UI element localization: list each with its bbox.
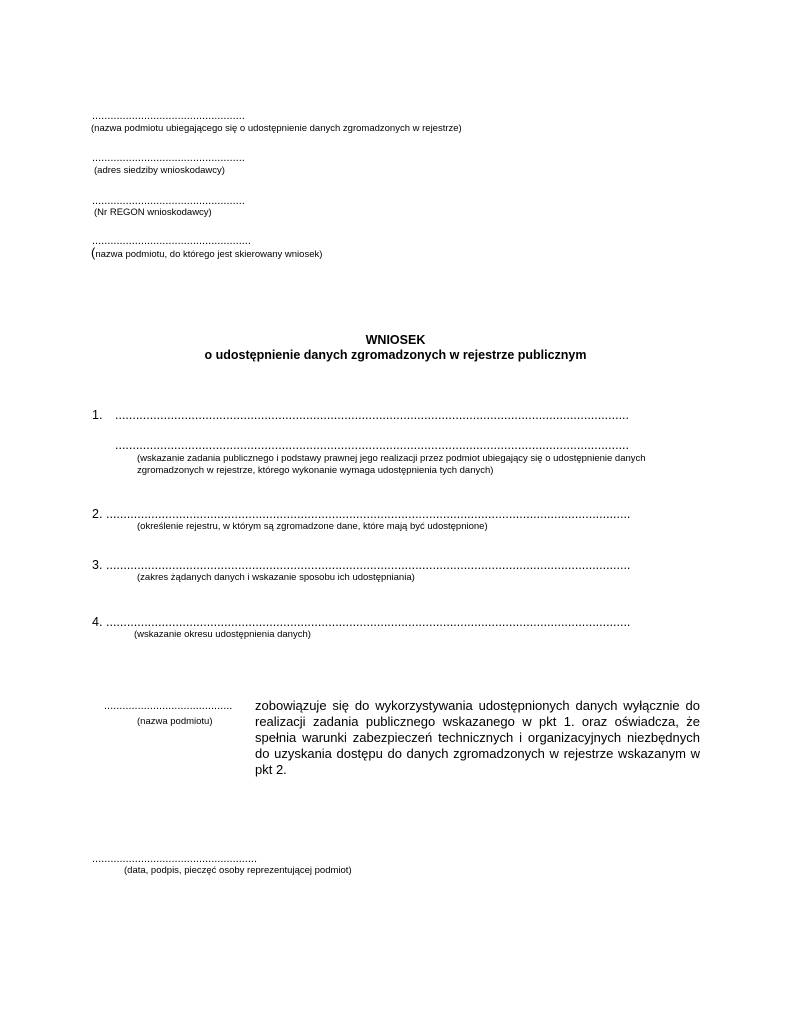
declaration-text: zobowiązuje się do wykorzystywania udostępnionych danych wyłącznie do realizacji zadania publicznego wskazanego w pkt 1. oraz oświadcza, że spełnia warunki zabezpieczeń technicznych i organizacyjnych niezbędnych do uzyskania dostępu do danych zgromadzonych w rejestrze wskazanym w pkt 2. [255, 698, 700, 777]
applicant-address-caption: (adres siedziby wnioskodawcy) [94, 165, 225, 176]
item-2-dots: ....................................................................................................................................................... [106, 507, 631, 521]
item-2-number: 2. [92, 507, 103, 521]
form-title: WNIOSEK [365, 333, 426, 347]
applicant-name-dots: .................................................. [92, 110, 245, 122]
item-2-caption: (określenie rejestru, w którym są zgromadzone dane, które mają być udostępnione) [137, 521, 488, 532]
recipient-name-dots: .................................................... [92, 235, 251, 247]
item-3-dots: ....................................................................................................................................................... [106, 558, 631, 572]
recipient-name-caption: (nazwa podmiotu, do którego jest skierowany wniosek) [91, 245, 323, 260]
declaration-entity-caption: (nazwa podmiotu) [137, 716, 213, 727]
item-4-dots: ....................................................................................................................................................... [106, 615, 631, 629]
signature-caption: (data, podpis, pieczęć osoby reprezentującej podmiot) [124, 865, 352, 876]
applicant-name-caption: (nazwa podmiotu ubiegającego się o udostępnienie danych zgromadzonych w rejestrze) [91, 123, 462, 134]
item-3-caption: (zakres żądanych danych i wskazanie sposobu ich udostępniania) [137, 572, 415, 583]
item-3-number: 3. [92, 558, 103, 572]
applicant-regon-caption: (Nr REGON wnioskodawcy) [94, 207, 212, 218]
item-1-dots-line1: .................................................................................................................................................... [115, 408, 629, 422]
item-1-number: 1. [92, 408, 103, 422]
declaration-entity-dots: .......................................... [104, 700, 233, 712]
item-1-dots-line2: .................................................................................................................................................... [115, 438, 629, 452]
item-1-caption-line1: (wskazanie zadania publicznego i podstawy prawnej jego realizacji przez podmiot ubiegający się o udostępnienie danych [137, 453, 646, 464]
item-4-caption: (wskazanie okresu udostępnienia danych) [134, 629, 311, 640]
signature-dots: ...................................................... [92, 853, 258, 865]
item-1-caption-line2: zgromadzonych w rejestrze, którego wykonanie wymaga udostępnienia tych danych) [137, 465, 494, 476]
applicant-address-dots: .................................................. [92, 152, 245, 164]
applicant-regon-dots: .................................................. [92, 195, 245, 207]
item-4-number: 4. [92, 615, 103, 629]
form-subtitle: o udostępnienie danych zgromadzonych w rejestrze publicznym [204, 348, 587, 362]
